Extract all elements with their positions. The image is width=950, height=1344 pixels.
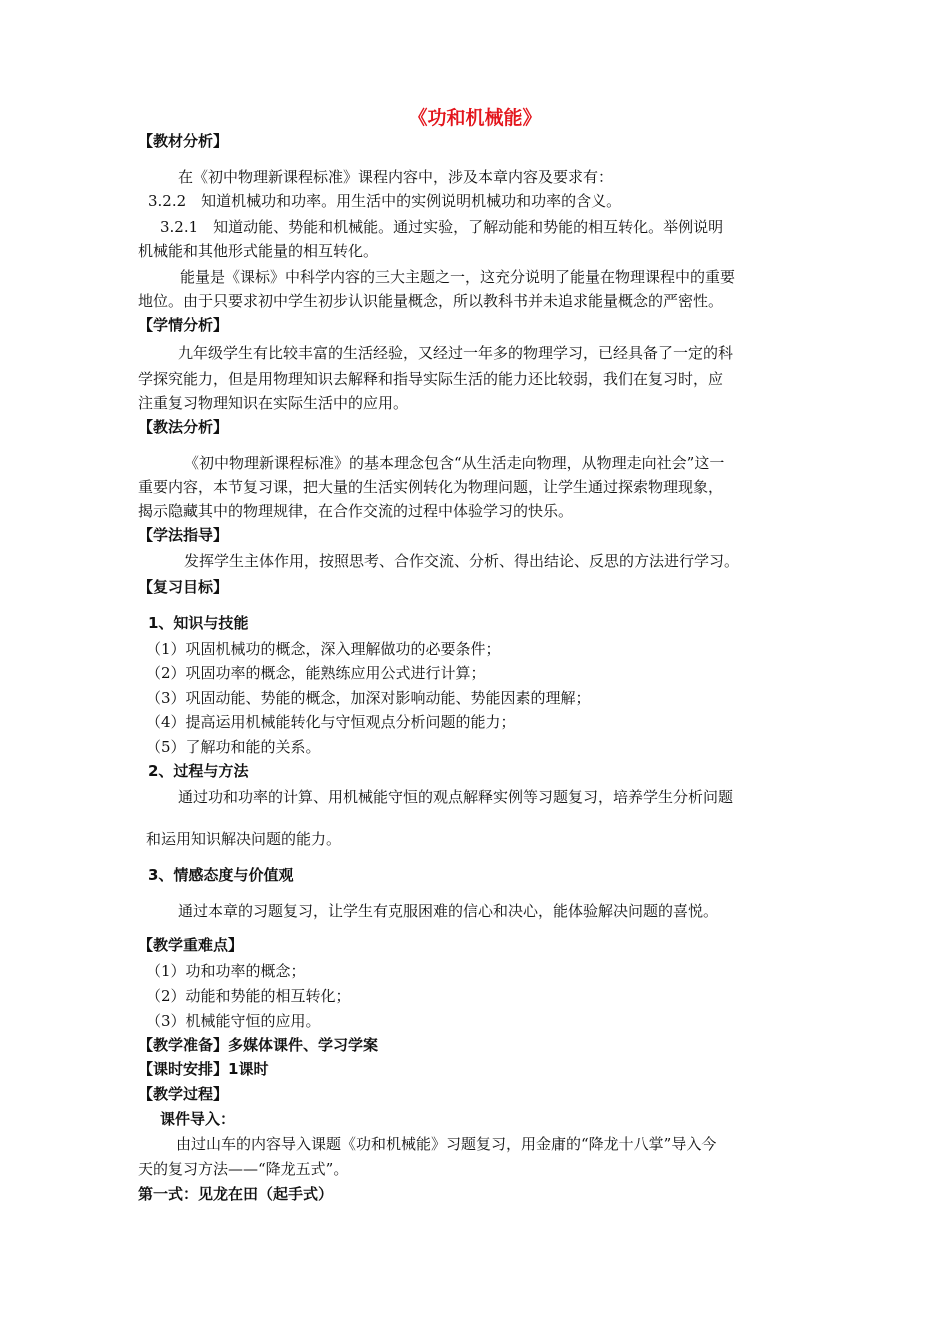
paragraph-line: 九年级学生有比较丰富的生活经验，又经过一年多的物理学习，已经具备了一定的科: [178, 344, 734, 362]
subheading-process: 2、过程与方法: [148, 762, 249, 780]
list-item: （1）功和功率的概念；: [146, 962, 306, 980]
paragraph-line: 机械能和其他形式能量的相互转化。: [138, 242, 379, 260]
heading-xuefa: 【学法指导】: [138, 526, 229, 544]
paragraph-line: 和运用知识解决问题的能力。: [146, 830, 342, 848]
heading-jiaofa: 【教法分析】: [138, 418, 229, 436]
subheading-attitude: 3、情感态度与价值观: [148, 866, 294, 884]
heading-mubiao: 【复习目标】: [138, 578, 229, 596]
list-item: （3）巩固动能、势能的概念，加深对影响动能、势能因素的理解；: [146, 689, 591, 707]
paragraph-line: 3.2.2 知道机械功和功率。用生活中的实例说明机械功和功率的含义。: [148, 192, 622, 210]
subheading-daoru: 课件导入：: [160, 1110, 236, 1128]
paragraph-line: 发挥学生主体作用，按照思考、合作交流、分析、得出结论、反思的方法进行学习。: [184, 552, 740, 570]
heading-zhongnan: 【教学重难点】: [138, 936, 244, 954]
paragraph-line: 《初中物理新课程标准》的基本理念包含“从生活走向物理，从物理走向社会”这一: [184, 454, 725, 472]
paragraph-line: 通过本章的习题复习，让学生有克服困难的信心和决心，能体验解决问题的喜悦。: [178, 902, 719, 920]
subheading-knowledge: 1、知识与技能: [148, 614, 249, 632]
paragraph-line: 学探究能力，但是用物理知识去解释和指导实际生活的能力还比较弱，我们在复习时，应: [138, 370, 724, 388]
paragraph-line: 重要内容，本节复习课，把大量的生活实例转化为物理问题，让学生通过探索物理现象，: [138, 478, 724, 496]
list-item: （4）提高运用机械能转化与守恒观点分析问题的能力；: [146, 713, 516, 731]
paragraph-line: 由过山车的内容导入课题《功和机械能》习题复习，用金庸的“降龙十八掌”导入今: [176, 1135, 717, 1153]
paragraph-line: 通过功和功率的计算、用机械能守恒的观点解释实例等习题复习，培养学生分析问题: [178, 788, 734, 806]
heading-xueqing: 【学情分析】: [138, 316, 229, 334]
paragraph-line: 能量是《课标》中科学内容的三大主题之一，这充分说明了能量在物理课程中的重要: [180, 268, 736, 286]
page-title: 《功和机械能》: [408, 107, 542, 129]
paragraph-line: 揭示隐藏其中的物理规律，在合作交流的过程中体验学习的快乐。: [138, 502, 574, 520]
paragraph-line: 在《初中物理新课程标准》课程内容中，涉及本章内容及要求有：: [178, 168, 614, 186]
paragraph-line: 天的复习方法——“降龙五式”。: [138, 1160, 349, 1178]
section-heading: 第一式：见龙在田（起手式）: [138, 1185, 334, 1203]
heading-zhunbei: 【教学准备】多媒体课件、学习学案: [138, 1036, 379, 1054]
paragraph-line: 注重复习物理知识在实际生活中的应用。: [138, 394, 409, 412]
list-item: （3）机械能守恒的应用。: [146, 1012, 321, 1030]
list-item: （2）巩固功率的概念，能熟练应用公式进行计算；: [146, 664, 486, 682]
heading-jiaocai: 【教材分析】: [138, 132, 229, 150]
list-item: （2）动能和势能的相互转化；: [146, 987, 351, 1005]
paragraph-line: 3.2.1 知道动能、势能和机械能。通过实验，了解动能和势能的相互转化。举例说明: [160, 218, 724, 236]
heading-keshi: 【课时安排】1课时: [138, 1060, 269, 1078]
list-item: （5）了解功和能的关系。: [146, 738, 321, 756]
paragraph-line: 地位。由于只要求初中学生初步认识能量概念，所以教科书并未追求能量概念的严密性。: [138, 292, 724, 310]
heading-guocheng: 【教学过程】: [138, 1085, 229, 1103]
list-item: （1）巩固机械功的概念，深入理解做功的必要条件；: [146, 640, 501, 658]
